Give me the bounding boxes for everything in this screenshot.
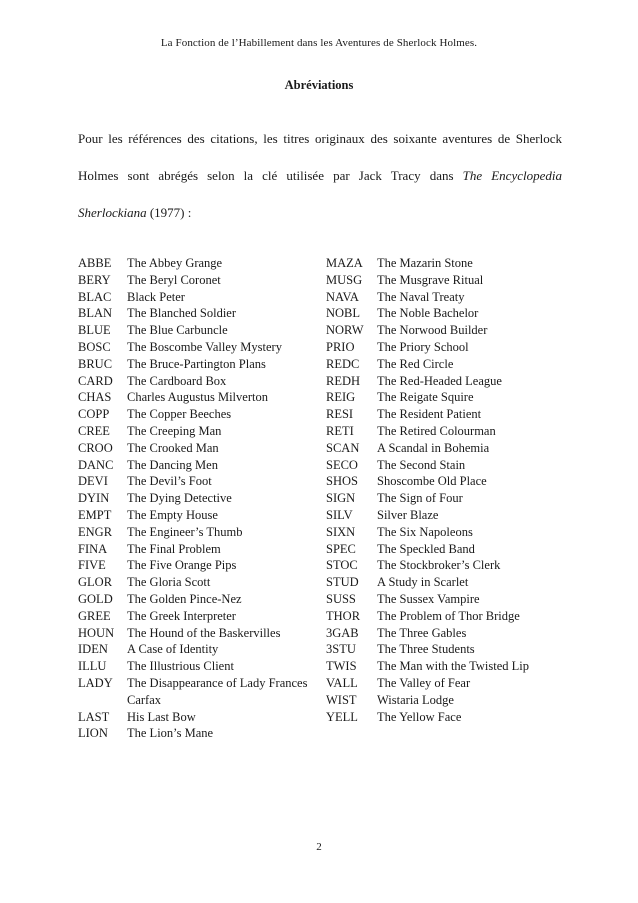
abbreviation-code: IDEN (78, 642, 108, 657)
abbreviation-row (326, 490, 568, 507)
abbreviation-row (326, 641, 568, 658)
abbreviation-code: ILLU (78, 659, 107, 674)
story-title: The Cardboard Box (127, 373, 227, 388)
abbreviation-row (78, 305, 328, 322)
story-title: The Stockbroker’s Clerk (377, 558, 501, 573)
abbreviation-column-left (78, 255, 328, 742)
abbreviation-row (78, 709, 328, 726)
abbreviation-row (78, 675, 328, 692)
abbreviation-row (326, 356, 568, 373)
abbreviation-code: BLUE (78, 323, 111, 338)
story-title: The Red-Headed League (377, 373, 502, 388)
abbreviation-row (78, 591, 328, 608)
story-title: Shoscombe Old Place (377, 474, 487, 489)
page-number: 2 (316, 841, 322, 853)
story-title: The Empty House (127, 507, 218, 522)
abbreviation-row (78, 440, 328, 457)
abbreviation-row (326, 322, 568, 339)
story-title: The Hound of the Baskervilles (127, 625, 281, 640)
abbreviation-code: CHAS (78, 390, 112, 405)
abbreviation-row (78, 356, 328, 373)
abbreviation-row (326, 608, 568, 625)
abbreviation-code: LADY (78, 675, 113, 690)
story-title: The Priory School (377, 339, 469, 354)
abbreviation-code: BRUC (78, 356, 113, 371)
abbreviation-code: CREE (78, 423, 110, 438)
abbreviation-row (326, 255, 568, 272)
story-title: The Mazarin Stone (377, 256, 473, 270)
story-title: The Crooked Man (127, 440, 219, 455)
intro-text-end: (1977) : (146, 205, 192, 220)
abbreviation-code: COPP (78, 407, 110, 422)
abbreviation-row (78, 574, 328, 591)
abbreviation-row (78, 289, 328, 306)
story-title: A Scandal in Bohemia (377, 440, 490, 455)
abbreviation-row (326, 373, 568, 390)
abbreviation-row (78, 373, 328, 390)
story-title: The Illustrious Client (127, 659, 234, 674)
story-title: The Noble Bachelor (377, 306, 479, 321)
story-title: The Copper Beeches (127, 407, 232, 422)
abbreviation-row (326, 289, 568, 306)
abbreviation-code: NORW (326, 323, 364, 338)
story-title: The Yellow Face (377, 709, 462, 724)
story-title: The Beryl Coronet (127, 272, 221, 287)
abbreviation-code: BLAC (78, 289, 112, 304)
story-title: The Engineer’s Thumb (127, 524, 243, 539)
story-title: The Naval Treaty (377, 289, 465, 304)
abbreviation-code: REDH (326, 373, 361, 388)
abbreviation-code: 3GAB (326, 625, 359, 640)
abbreviation-row (78, 473, 328, 490)
story-title: The Problem of Thor Bridge (377, 608, 520, 623)
story-title: The Abbey Grange (127, 256, 223, 270)
abbreviation-row (78, 322, 328, 339)
story-title: Charles Augustus Milverton (127, 390, 268, 405)
story-title: The Reigate Squire (377, 390, 474, 405)
abbreviation-row (78, 641, 328, 658)
story-title: Wistaria Lodge (377, 692, 454, 707)
abbreviation-code: GREE (78, 608, 111, 623)
abbreviation-row (326, 574, 568, 591)
abbreviation-code: FIVE (78, 558, 106, 573)
abbreviation-row (78, 490, 328, 507)
story-title: The Resident Patient (377, 407, 482, 422)
abbreviation-code: MAZA (326, 256, 363, 270)
abbreviation-row (78, 423, 328, 440)
abbreviation-row (78, 625, 328, 642)
abbreviation-code: YELL (326, 709, 358, 724)
abbreviation-code: GOLD (78, 591, 113, 606)
abbreviation-code: NAVA (326, 289, 359, 304)
abbreviation-code: STOC (326, 558, 358, 573)
story-title: The Boscombe Valley Mystery (127, 339, 282, 354)
story-title: The Final Problem (127, 541, 221, 556)
abbreviation-code: MUSG (326, 272, 363, 287)
abbreviation-code: DANC (78, 457, 114, 472)
abbreviation-code: BLAN (78, 306, 113, 321)
abbreviation-code: TWIS (326, 659, 357, 674)
story-title: The Valley of Fear (377, 675, 471, 690)
abbreviation-code: SPEC (326, 541, 356, 556)
story-title: Silver Blaze (377, 507, 439, 522)
abbreviation-row (78, 457, 328, 474)
story-title: The Second Stain (377, 457, 466, 472)
story-title: The Golden Pince-Nez (127, 591, 242, 606)
story-title: The Greek Interpreter (127, 608, 236, 623)
abbreviation-code: SHOS (326, 474, 358, 489)
story-title: The Dying Detective (127, 491, 232, 506)
abbreviation-code: DEVI (78, 474, 108, 489)
story-title: A Case of Identity (127, 642, 219, 657)
abbreviation-code: THOR (326, 608, 361, 623)
abbreviation-row (78, 692, 328, 709)
abbreviation-code: WIST (326, 692, 357, 707)
story-title: The Sussex Vampire (377, 591, 480, 606)
story-title: The Five Orange Pips (127, 558, 237, 573)
abbreviation-row (326, 389, 568, 406)
running-header: La Fonction de l’Habillement dans les Aventures de Sherlock Holmes. (160, 37, 478, 49)
abbreviation-row (326, 625, 568, 642)
abbreviation-row (78, 541, 328, 558)
story-title: The Three Students (377, 642, 475, 657)
abbreviation-code: REIG (326, 390, 356, 405)
abbreviation-code: DYIN (78, 491, 110, 506)
abbreviation-row (78, 524, 328, 541)
abbreviation-code: BOSC (78, 339, 111, 354)
abbreviation-code: STUD (326, 575, 359, 590)
story-title: His Last Bow (127, 709, 196, 724)
abbreviation-row (326, 339, 568, 356)
abbreviation-code: SCAN (326, 440, 360, 455)
abbreviation-row (78, 725, 328, 742)
intro-paragraph (78, 120, 562, 231)
abbreviation-row (326, 557, 568, 574)
abbreviation-code: ENGR (78, 524, 113, 539)
abbreviation-row (78, 339, 328, 356)
abbreviation-code: CROO (78, 440, 113, 455)
abbreviation-row (326, 675, 568, 692)
abbreviation-row (326, 473, 568, 490)
abbreviation-code: LAST (78, 709, 110, 724)
abbreviation-code: SIXN (326, 524, 356, 539)
abbreviation-code: FINA (78, 541, 108, 556)
story-title: The Dancing Men (127, 457, 218, 472)
intro-text: Pour les références des citations, les titres originaux des soixante aventures de Sherlock Holmes sont abrégés selon la clé utilisée par Jack Tracy dans (78, 131, 562, 183)
abbreviation-row (326, 406, 568, 423)
abbreviation-row (326, 305, 568, 322)
story-title: The Devil’s Foot (127, 474, 212, 489)
story-title: The Red Circle (377, 356, 454, 371)
abbreviation-row (326, 709, 568, 726)
abbreviation-code: SUSS (326, 591, 356, 606)
abbreviation-code: GLOR (78, 575, 113, 590)
story-title: The Sign of Four (377, 491, 463, 506)
abbreviation-row (78, 255, 328, 272)
book-title: The Encyclopedia Sherlockiana (78, 168, 562, 220)
story-title: The Disappearance of Lady Frances (127, 675, 308, 690)
story-title: The Blanched Soldier (127, 306, 236, 321)
story-title: The Three Gables (377, 625, 467, 640)
abbreviation-row (78, 608, 328, 625)
story-title: Black Peter (127, 289, 185, 304)
abbreviation-code: SIGN (326, 491, 356, 506)
abbreviation-row (326, 272, 568, 289)
abbreviation-row (78, 557, 328, 574)
abbreviation-row (326, 692, 568, 709)
story-title: The Speckled Band (377, 541, 475, 556)
abbreviation-row (78, 406, 328, 423)
abbreviation-code: RETI (326, 423, 354, 438)
abbreviation-row (326, 591, 568, 608)
abbreviation-code: BERY (78, 272, 111, 287)
abbreviation-code: SILV (326, 507, 353, 522)
abbreviation-code: VALL (326, 675, 358, 690)
story-title: Carfax (127, 692, 162, 707)
story-title: The Musgrave Ritual (377, 272, 484, 287)
abbreviation-row (78, 389, 328, 406)
story-title: The Six Napoleons (377, 524, 473, 539)
abbreviation-code: HOUN (78, 625, 115, 640)
story-title: The Man with the Twisted Lip (377, 659, 529, 674)
abbreviation-row (326, 541, 568, 558)
abbreviation-row (326, 524, 568, 541)
story-title: A Study in Scarlet (377, 575, 469, 590)
story-title: The Blue Carbuncle (127, 323, 228, 338)
abbreviation-row (326, 440, 568, 457)
abbreviation-code: PRIO (326, 339, 355, 354)
abbreviation-code: 3STU (326, 642, 356, 657)
abbreviation-code: NOBL (326, 306, 361, 321)
abbreviation-code: EMPT (78, 507, 112, 522)
story-title: The Gloria Scott (127, 575, 211, 590)
abbreviation-row (326, 423, 568, 440)
abbreviation-code: REDC (326, 356, 360, 371)
abbreviation-row (78, 507, 328, 524)
story-title: The Retired Colourman (377, 423, 496, 438)
abbreviation-code: LION (78, 726, 108, 741)
abbreviation-row (78, 658, 328, 675)
story-title: The Creeping Man (127, 423, 222, 438)
abbreviation-code: CARD (78, 373, 113, 388)
abbreviation-code: RESI (326, 407, 354, 422)
abbreviation-row (326, 658, 568, 675)
abbreviation-row (78, 272, 328, 289)
story-title: The Lion’s Mane (127, 726, 214, 741)
abbreviation-column-right (326, 255, 568, 725)
page-title: Abréviations (284, 78, 354, 92)
abbreviation-code: SECO (326, 457, 358, 472)
story-title: The Norwood Builder (377, 323, 488, 338)
abbreviation-row (326, 507, 568, 524)
abbreviation-code: ABBE (78, 256, 112, 270)
story-title: The Bruce-Partington Plans (127, 356, 266, 371)
abbreviation-row (326, 457, 568, 474)
